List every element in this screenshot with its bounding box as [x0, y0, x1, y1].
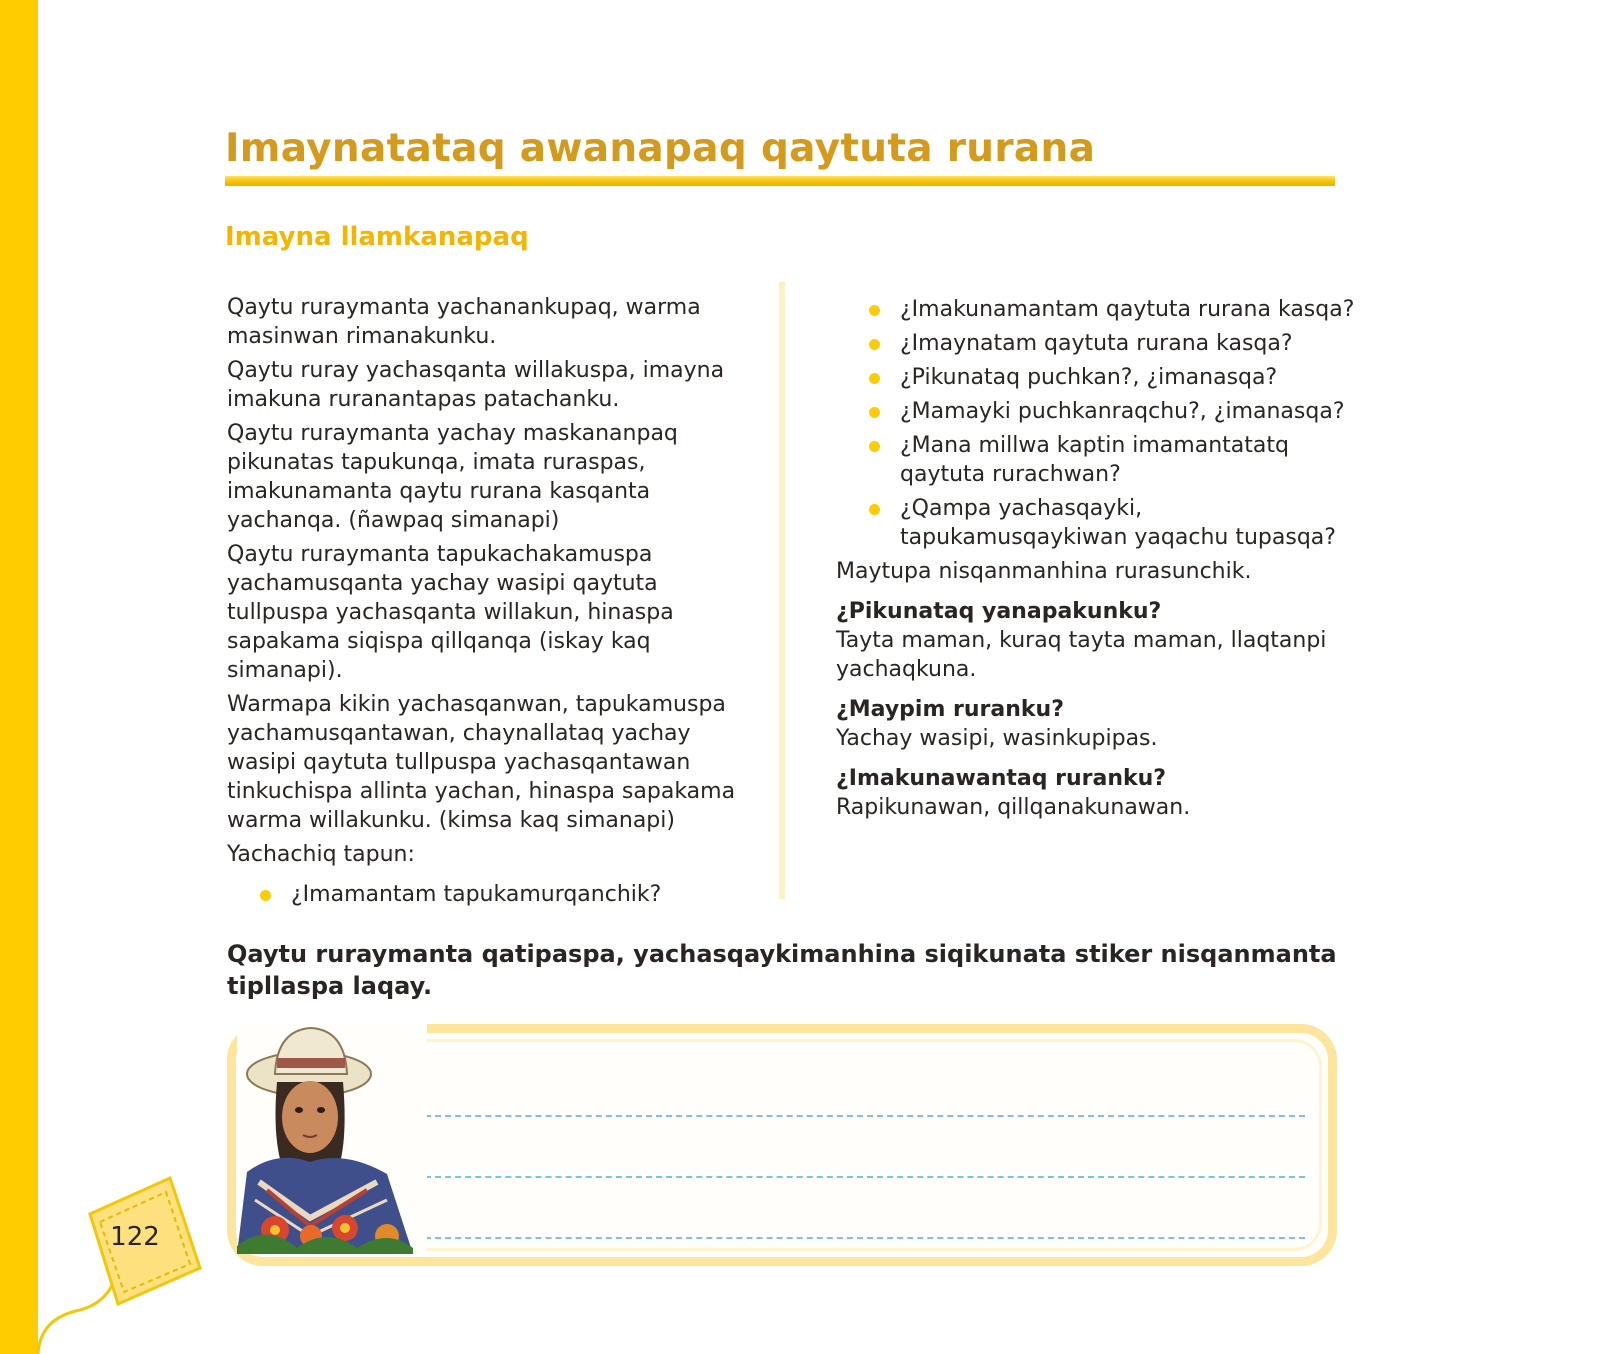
writing-line[interactable] — [425, 1237, 1305, 1239]
list-item — [227, 880, 747, 909]
paragraph: Qaytu ruraymanta yachanankupaq, warma masinwan rimanakunku. — [227, 295, 701, 349]
list-item — [836, 431, 1356, 489]
right-column — [836, 295, 1356, 822]
question-text: ¿Mamayki puchkanraqchu?, ¿imanasqa? — [900, 399, 1345, 424]
question-text: ¿Qampa yachasqayki, tapukamusqaykiwan yaqachu tupasqa? — [900, 496, 1336, 550]
question-text: ¿Imaynatam qaytuta rurana kasqa? — [900, 331, 1293, 356]
girl-illustration — [237, 1022, 427, 1254]
instruction-text: Qaytu ruraymanta qatipaspa, yachasqaykimanhina siqikunata stiker nisqanmanta tipllaspa laqay. — [227, 940, 1337, 1000]
qa-block — [836, 695, 1356, 753]
page-number: 122 — [110, 1222, 160, 1252]
left-yellow-bar — [0, 0, 38, 1354]
paragraph: Warmapa kikin yachasqanwan, tapukamuspa yachamusqantawan, chaynallataq yachay wasipi qaytuta tullpuspa yachasqantawan tinkuchispa allinta yachan, hinaspa sapakama warma willakunku. (kimsa kaq simanapi) — [227, 692, 736, 833]
closing-text: Maytupa nisqanmanhina rurasunchik. — [836, 559, 1252, 584]
paragraph: Qaytu ruraymanta yachay maskananpaq pikunatas tapukunqa, imata ruraspas, imakunamanta qaytu rurana kasqanta yachanqa. (ñawpaq simanapi) — [227, 421, 678, 533]
qa-answer: Tayta maman, kuraq tayta maman, llaqtanpi yachaqkuna. — [836, 628, 1327, 682]
bullet-dot-icon — [869, 305, 880, 316]
bullet-dot-icon — [260, 890, 271, 901]
list-item — [836, 295, 1356, 324]
question-text: ¿Pikunataq puchkan?, ¿imanasqa? — [900, 365, 1278, 390]
column-divider — [779, 282, 785, 899]
question-text: ¿Imakunamantam qaytuta rurana kasqa? — [900, 297, 1355, 322]
writing-line[interactable] — [425, 1176, 1305, 1178]
bullet-dot-icon — [869, 339, 880, 350]
question-text: ¿Imamantam tapukamurqanchik? — [291, 882, 662, 907]
page-title: Imaynatataq awanapaq qaytuta rurana — [225, 126, 1096, 171]
left-column — [227, 293, 747, 914]
qa-question: ¿Imakunawantaq ruranku? — [836, 766, 1167, 791]
writing-line[interactable] — [425, 1115, 1305, 1117]
list-item — [836, 397, 1356, 426]
bullet-dot-icon — [869, 373, 880, 384]
title-underline — [225, 176, 1335, 186]
qa-block — [836, 764, 1356, 822]
question-list — [227, 880, 747, 909]
list-item — [836, 494, 1356, 552]
qa-question: ¿Pikunataq yanapakunku? — [836, 599, 1162, 624]
qa-block — [836, 597, 1356, 684]
qa-answer: Rapikunawan, qillqanakunawan. — [836, 795, 1191, 820]
list-item — [836, 329, 1356, 358]
bullet-dot-icon — [869, 504, 880, 515]
section-title: Imayna llamkanapaq — [225, 222, 529, 252]
bullet-dot-icon — [869, 441, 880, 452]
question-text: ¿Mana millwa kaptin imamantatatq qaytuta rurachwan? — [900, 433, 1289, 487]
paragraph: Qaytu ruray yachasqanta willakuspa, imayna imakuna ruranantapas patachanku. — [227, 358, 725, 412]
qa-question: ¿Maypim ruranku? — [836, 697, 1064, 722]
qa-answer: Yachay wasipi, wasinkupipas. — [836, 726, 1158, 751]
paragraph: Yachachiq tapun: — [227, 842, 415, 867]
question-list — [836, 295, 1356, 552]
list-item — [836, 363, 1356, 392]
bullet-dot-icon — [869, 407, 880, 418]
paragraph: Qaytu ruraymanta tapukachakamuspa yachamusqanta yachay wasipi qaytuta tullpuspa yachasqanta willakun, hinaspa sapakama siqispa qillqanqa (iskay kaq simanapi). — [227, 542, 674, 683]
